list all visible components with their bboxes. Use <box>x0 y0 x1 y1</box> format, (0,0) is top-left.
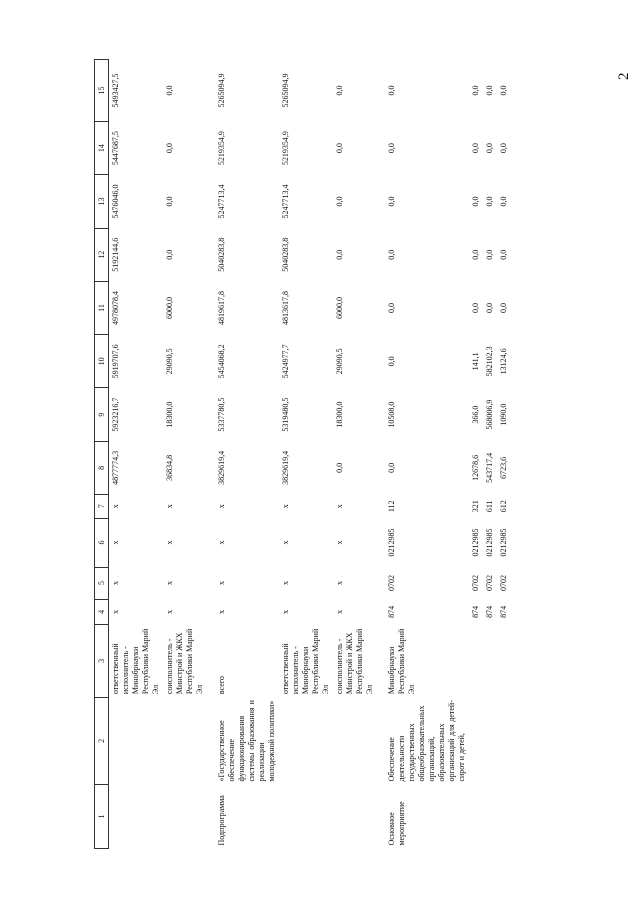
table-cell: 0,0 <box>335 249 344 260</box>
table-cell: ответственный исполнитель - Минобрнауки Республики Марий Эл <box>111 628 160 695</box>
table-cell: 0,0 <box>499 249 508 260</box>
table-cell: x <box>111 609 120 614</box>
table-cell: 4813617,8 <box>281 291 290 326</box>
header-cell: 4 <box>95 599 109 625</box>
table-cell: 0,0 <box>387 196 396 207</box>
table-row <box>483 60 497 849</box>
table-cell: 13124,6 <box>499 348 508 375</box>
table-cell: 0,0 <box>387 85 396 96</box>
table-cell <box>163 785 207 849</box>
table-cell: соисполнитель - Минстрой и ЖКХ Республики Марий Эл <box>335 628 374 695</box>
table-cell: 3829619,4 <box>217 450 226 485</box>
table-cell: 366,0 <box>471 405 480 424</box>
table-cell: 5040283,8 <box>281 237 290 272</box>
table-cell: 5476046,0 <box>111 184 120 219</box>
table-row <box>333 60 377 849</box>
table-row <box>497 60 511 849</box>
table-cell: 5919707,6 <box>111 344 120 379</box>
table-cell: x <box>281 581 290 586</box>
table-cell: 582102,3 <box>485 346 494 377</box>
table-cell: x <box>281 504 290 509</box>
table-cell: 0,0 <box>387 249 396 260</box>
table-cell: 0,0 <box>165 85 174 96</box>
table-cell: x <box>335 581 344 586</box>
table-cell: 5447687,5 <box>111 131 120 166</box>
table-cell: 3829619,4 <box>281 450 290 485</box>
table-cell: x <box>111 540 120 545</box>
table-cell: 29090,5 <box>165 348 174 375</box>
table-cell <box>109 697 164 784</box>
table-cell: 141,1 <box>471 352 480 371</box>
table-cell: Обеспечение деятельности государственных общеобразовательных организаций, образовательных организаций для детей-сирот и детей, <box>387 700 466 782</box>
table-cell: 5337780,5 <box>217 397 226 432</box>
header-cell: 2 <box>95 697 109 784</box>
table-cell: Минобрнауки Республики Марий Эл <box>387 628 416 695</box>
table-cell: 0,0 <box>387 462 396 473</box>
table-cell: 0,0 <box>471 196 480 207</box>
table-cell: 5219354,9 <box>281 131 290 166</box>
table-cell: 0,0 <box>335 462 344 473</box>
table-cell <box>483 625 497 698</box>
table-cell: соисполнитель - Минстрой и ЖКХ Республики Марий Эл <box>165 628 204 695</box>
table-cell <box>483 697 497 784</box>
table-row <box>163 60 207 849</box>
table-cell: x <box>217 540 226 545</box>
table-cell: 0702 <box>499 575 508 592</box>
table-cell: 0,0 <box>387 356 396 367</box>
table-cell: 0,0 <box>485 85 494 96</box>
header-cell: 8 <box>95 441 109 494</box>
table-cell: всего <box>217 676 226 695</box>
table-cell: 0702 <box>387 575 396 592</box>
table-cell: x <box>111 581 120 586</box>
table-cell: 6000,0 <box>335 297 344 320</box>
row-spacer <box>377 60 385 849</box>
table-cell <box>163 697 207 784</box>
table-cell: 112 <box>387 500 396 513</box>
table-cell <box>279 785 333 849</box>
table-cell: 18300,0 <box>335 401 344 428</box>
header-cell: 13 <box>95 175 109 228</box>
table-cell: 611 <box>485 500 494 513</box>
table-cell: 0,0 <box>471 249 480 260</box>
table-row <box>109 60 164 849</box>
table-cell: x <box>217 609 226 614</box>
table-cell: 0,0 <box>335 196 344 207</box>
table-cell: 0,0 <box>485 303 494 314</box>
table-cell: 874 <box>485 605 494 618</box>
table-cell: 0,0 <box>387 303 396 314</box>
table-cell: 5247713,4 <box>217 184 226 219</box>
header-cell: 12 <box>95 228 109 281</box>
row-spacer <box>207 60 215 849</box>
table-cell: 4877774,3 <box>111 450 120 485</box>
table-cell: 5319480,5 <box>281 397 290 432</box>
table-cell: x <box>165 504 174 509</box>
table-cell: 0702 <box>471 575 480 592</box>
table-cell: x <box>165 540 174 545</box>
table-cell: 5265094,9 <box>217 73 226 108</box>
table-cell: 0,0 <box>471 143 480 154</box>
table-cell: x <box>335 504 344 509</box>
table-cell: 0,0 <box>485 143 494 154</box>
table-cell: x <box>281 609 290 614</box>
table-cell: 0702 <box>485 575 494 592</box>
table-cell: x <box>335 609 344 614</box>
table-cell <box>333 785 377 849</box>
table-cell: 5219354,9 <box>217 131 226 166</box>
table-cell: 18300,0 <box>165 401 174 428</box>
table-cell: 0212985 <box>485 528 494 557</box>
table-cell: 0,0 <box>485 249 494 260</box>
table-row <box>469 60 483 849</box>
table-cell <box>109 785 164 849</box>
table-cell: «Государственное обеспечение функционирования системы образования и реализации молодежной политики» <box>217 700 276 782</box>
page-number: 2 <box>616 72 632 80</box>
table-cell: 5493427,5 <box>111 73 120 108</box>
header-cell: 11 <box>95 281 109 334</box>
table-cell <box>469 697 483 784</box>
table-cell: x <box>111 504 120 509</box>
table-cell: 4978078,4 <box>111 291 120 326</box>
table-cell: 5265094,9 <box>281 73 290 108</box>
table-cell: 0,0 <box>387 143 396 154</box>
header-cell: 14 <box>95 121 109 174</box>
header-cell: 1 <box>95 785 109 849</box>
table-cell: Основное мероприятие <box>387 801 406 846</box>
table-cell: 5192144,6 <box>111 237 120 272</box>
table-cell: 0,0 <box>485 196 494 207</box>
table-cell <box>497 625 511 698</box>
table-cell <box>483 785 497 849</box>
table-cell: 6723,6 <box>499 456 508 479</box>
table-cell: ответственный исполнитель - Минобрнауки Республики Марий Эл <box>281 628 330 695</box>
table-cell: 0,0 <box>499 143 508 154</box>
table-cell: 5247713,4 <box>281 184 290 219</box>
table-cell: x <box>217 504 226 509</box>
table-cell: 4819617,8 <box>217 291 226 326</box>
table-cell: 321 <box>471 500 480 513</box>
table-cell: x <box>165 609 174 614</box>
header-cell: 9 <box>95 388 109 441</box>
table-cell: x <box>281 540 290 545</box>
table-cell: 874 <box>471 605 480 618</box>
table-cell: 0212985 <box>499 528 508 557</box>
table-cell: 0,0 <box>471 303 480 314</box>
table-cell: 0,0 <box>499 196 508 207</box>
table-cell: 0212985 <box>471 528 480 557</box>
table-cell: Подпрограмма <box>217 795 226 846</box>
table-cell: 0,0 <box>165 143 174 154</box>
table-cell: 29090,5 <box>335 348 344 375</box>
table-row <box>215 60 279 849</box>
table-cell: 0,0 <box>499 303 508 314</box>
table-cell <box>497 697 511 784</box>
table-row <box>279 60 333 849</box>
table-cell: 10508,0 <box>387 401 396 428</box>
table-cell: 0,0 <box>165 196 174 207</box>
table-cell: 0212985 <box>387 528 396 557</box>
table-cell: 0,0 <box>165 249 174 260</box>
header-cell: 10 <box>95 335 109 388</box>
header-cell: 5 <box>95 567 109 599</box>
table-cell: 12678,6 <box>471 454 480 481</box>
table-cell: 874 <box>387 605 396 618</box>
table-cell: 0,0 <box>335 143 344 154</box>
table-cell <box>333 697 377 784</box>
table-body <box>109 60 512 849</box>
table-row <box>385 60 469 849</box>
table-cell: x <box>335 540 344 545</box>
table-cell <box>279 697 333 784</box>
table-cell: x <box>165 581 174 586</box>
table-cell: 0,0 <box>471 85 480 96</box>
table-cell: x <box>217 581 226 586</box>
table-cell: 0,0 <box>335 85 344 96</box>
table-cell: 36834,8 <box>165 454 174 481</box>
table-cell: 0,0 <box>499 85 508 96</box>
column-number-header <box>95 60 109 849</box>
header-cell: 3 <box>95 625 109 698</box>
table-cell: 5923216,7 <box>111 397 120 432</box>
table-cell: 874 <box>499 605 508 618</box>
table-cell: 568006,9 <box>485 399 494 430</box>
table-cell <box>469 625 483 698</box>
header-cell: 6 <box>95 518 109 567</box>
table-cell <box>497 785 511 849</box>
table-cell <box>469 785 483 849</box>
table-cell: 5454068,2 <box>217 344 226 379</box>
table-cell: 612 <box>499 500 508 513</box>
table-cell: 5040283,8 <box>217 237 226 272</box>
table-cell: 6000,0 <box>165 297 174 320</box>
budget-table <box>94 59 511 849</box>
table-cell: 1090,0 <box>499 403 508 426</box>
rotated-table-sheet <box>94 59 640 849</box>
table-cell: 5424977,7 <box>281 344 290 379</box>
header-cell: 7 <box>95 495 109 518</box>
table-cell: 543717,4 <box>485 452 494 483</box>
header-cell: 15 <box>95 60 109 122</box>
